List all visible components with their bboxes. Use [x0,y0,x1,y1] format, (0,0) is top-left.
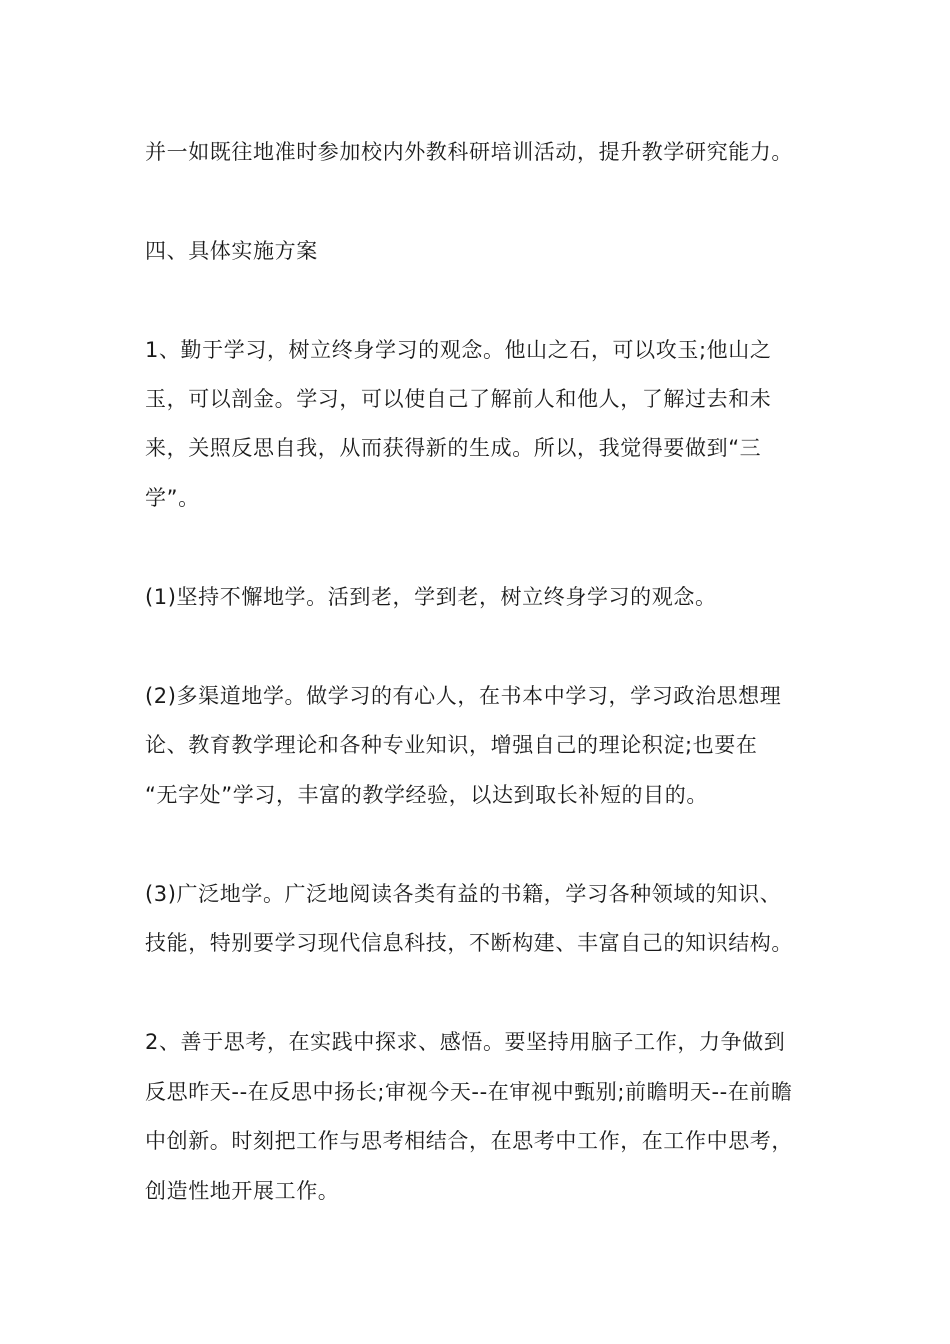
paragraph-line: 中创新。时刻把工作与思考相结合，在思考中工作，在工作中思考， [145,1129,793,1153]
paragraph-line: (3)广泛地学。广泛地阅读各类有益的书籍，学习各种领域的知识、 [145,882,782,906]
paragraph-line: (1)坚持不懈地学。活到老，学到老，树立终身学习的观念。 [145,585,717,609]
paragraph-line: 论、教育教学理论和各种专业知识，增强自己的理论积淀;也要在 [145,733,758,757]
paragraph-line: 1、勤于学习，树立终身学习的观念。他山之石，可以攻玉;他山之 [145,338,772,362]
paragraph-line: 并一如既往地准时参加校内外教科研培训活动，提升教学研究能力。 [145,140,793,164]
paragraph-line: 2、善于思考，在实践中探求、感悟。要坚持用脑子工作，力争做到 [145,1030,786,1054]
paragraph-line: “无字处”学习，丰富的教学经验，以达到取长补短的目的。 [145,783,708,807]
paragraph-line: 反思昨天--在反思中扬长;审视今天--在审视中甄别;前瞻明天--在前瞻 [145,1080,793,1104]
paragraph-line: 玉，可以剖金。学习，可以使自己了解前人和他人，了解过去和未 [145,387,772,411]
paragraph-line: 创造性地开展工作。 [145,1179,340,1203]
paragraph-line: 技能，特别要学习现代信息科技，不断构建、丰富自己的知识结构。 [145,931,793,955]
paragraph-line: (2)多渠道地学。做学习的有心人，在书本中学习，学习政治思想理 [145,684,782,708]
paragraph-line: 来，关照反思自我，从而获得新的生成。所以，我觉得要做到“三 [145,436,762,460]
section-heading: 四、具体实施方案 [145,239,318,263]
paragraph-line: 学”。 [145,486,200,510]
